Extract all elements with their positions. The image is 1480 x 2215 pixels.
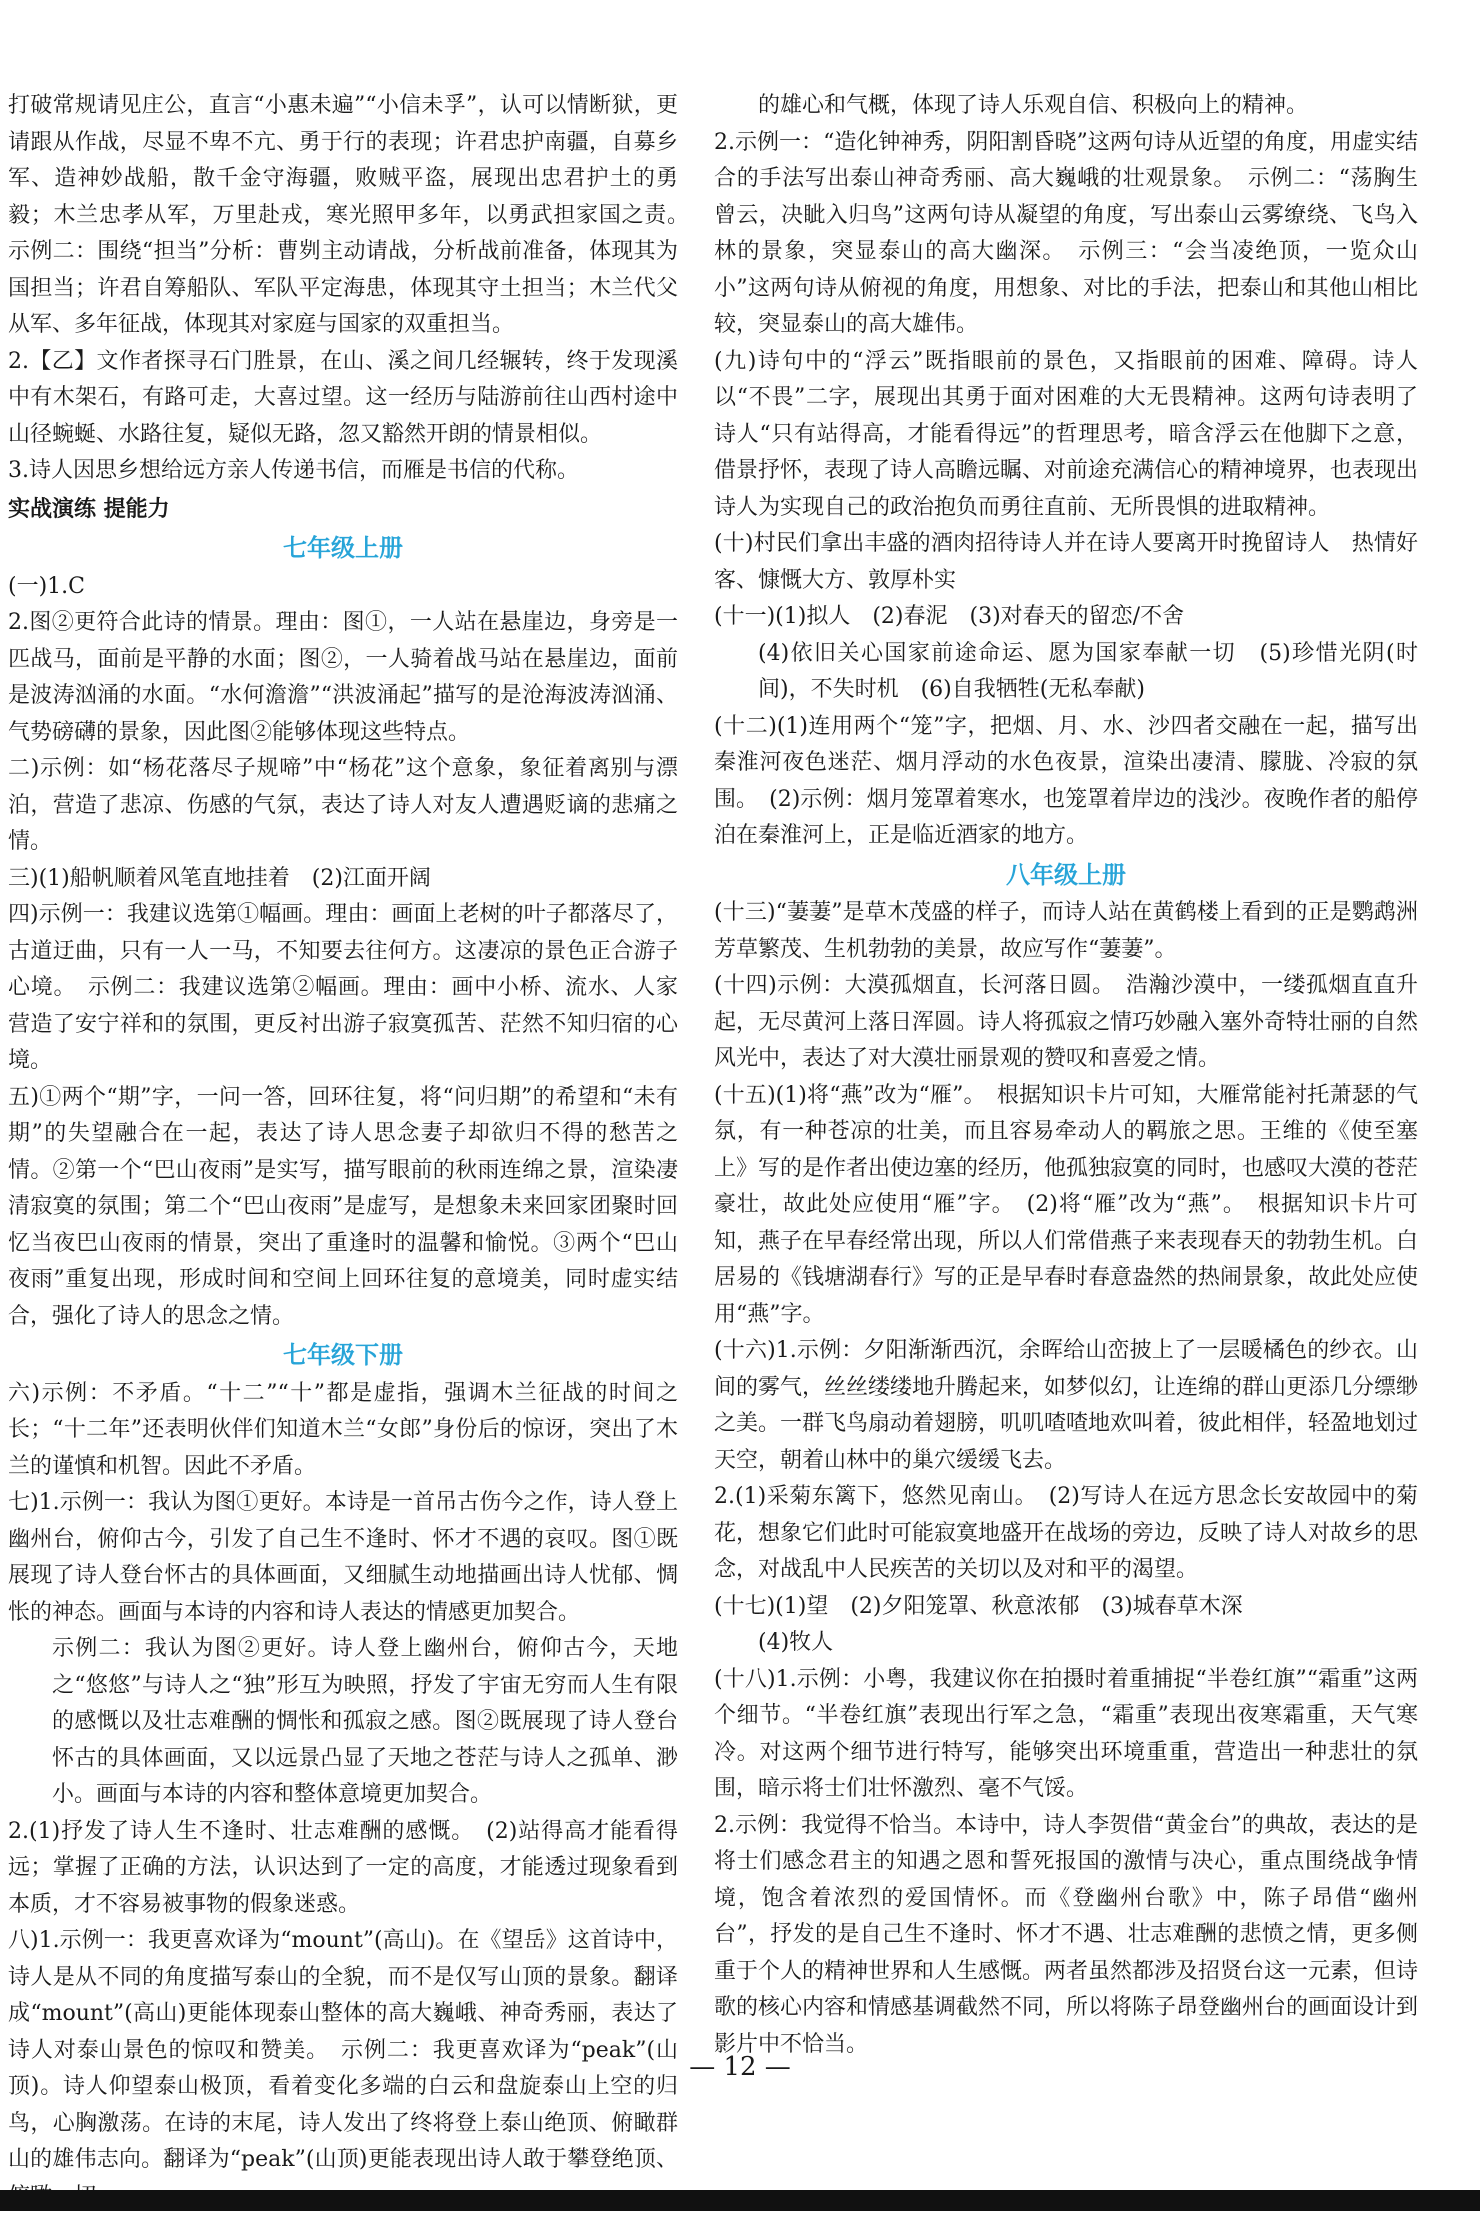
answer-paragraph: 2.【乙】文作者探寻石门胜景，在山、溪之间几经辗转，终于发现溪中有木架石，有路可走，大喜过望。这一经历与陆游前往山西村途中山径蜿蜒、水路往复，疑似无路，忽又豁然开朗的情景相似。 — [8, 348, 678, 447]
answer-paragraph: 2.(1)抒发了诗人生不逢时、壮志难酬的感慨。 (2)站得高才能看得远；掌握了正确的方法，认识达到了一定的高度，才能透过现象看到本质，才不容易被事物的假象迷惑。 — [8, 1818, 678, 1917]
answer-paragraph: (4)牧人 — [758, 1630, 834, 1655]
answer-paragraph: 的雄心和气概，体现了诗人乐观自信、积极向上的精神。 — [758, 93, 1309, 118]
answer-paragraph: 示例二：我认为图②更好。诗人登上幽州台，俯仰古今，天地之“悠悠”与诗人之“独”形互为映照，抒发了宇宙无穷而人生有限的感慨以及壮志难酬的惆怅和孤寂之感。图②既展现了诗人登台怀古的具体画面，又以远景凸显了天地之苍茫与诗人之孤单、渺小。画面与本诗的内容和整体意境更加契合。 — [52, 1636, 678, 1807]
answer-paragraph: (十)村民们拿出丰盛的酒肉招待诗人并在诗人要离开时挽留诗人 热情好客、慷慨大方、敦厚朴实 — [714, 531, 1418, 593]
right-column — [714, 88, 1418, 2063]
answer-paragraph: 2.图②更符合此诗的情景。理由：图①，一人站在悬崖边，身旁是一匹战马，面前是平静的水面；图②，一人骑着战马站在悬崖边，面前是波涛汹涌的水面。“水何澹澹”“洪波涌起”描写的是沧海波涛汹涌、气势磅礴的景象，因此图②能够体现这些特点。 — [8, 610, 678, 745]
answer-paragraph: 3.诗人因思乡想给远方亲人传递书信，而雁是书信的代称。 — [8, 458, 579, 483]
answer-paragraph: 2.(1)采菊东篱下，悠然见南山。 (2)写诗人在远方思念长安故园中的菊花，想象它们此时可能寂寞地盛开在战场的旁边，反映了诗人对故乡的思念，对战乱中人民疾苦的关切以及对和平的渴望。 — [714, 1484, 1419, 1582]
answer-paragraph: 打破常规请见庄公，直言“小惠未遍”“小信未孚”，认可以情断狱，更请跟从作战，尽显不卑不亢、勇于行的表现；许君忠护南疆，自募乡军、造神妙战船，散千金守海疆，败贼平盗，展现出忠君护土的勇毅；木兰忠孝从军，万里赴戎，寒光照甲多年，以勇武担家国之责。 示例二：围绕“担当”分析：曹刿主动请战，分析战前准备，体现其为国担当；许君自筹船队、军队平定海患，体现其守土担当；木兰代父从军、多年征战，体现其对家庭与国家的双重担当。 — [8, 93, 701, 337]
answer-paragraph: (十五)(1)将“燕”改为“雁”。 根据知识卡片可知，大雁常能衬托萧瑟的气氛，有一种苍凉的壮美，而且容易牵动人的羁旅之思。王维的《使至塞上》写的是作者出使边塞的经历，他孤独寂寞的同时，也感叹大漠的苍茫豪壮，故此处应使用“雁”字。 (2)将“雁”改为“燕”。 根据知识卡片可知，燕子在早春经常出现，所以人们常借燕子来表现春天的勃勃生机。白居易的《钱塘湖春行》写的正是早春时春意盎然的热闹景象，故此处应使用“燕”字。 — [714, 1082, 1419, 1327]
answer-paragraph: (九)诗句中的“浮云”既指眼前的景色，又指眼前的困难、障碍。诗人以“不畏”二字，展现出其勇于面对困难的大无畏精神。这两句诗表明了诗人“只有站得高，才能看得远”的哲理思考，暗含浮云在他脚下之意，借景抒怀，表现了诗人高瞻远瞩、对前途充满信心的精神境界，也表现出诗人为实现自己的政治抱负而勇往直前、无所畏惧的进取精神。 — [714, 348, 1419, 520]
answer-paragraph: (一)1.C — [8, 573, 85, 599]
answer-paragraph: (十六)1.示例：夕阳渐渐西沉，余晖给山峦披上了一层暖橘色的纱衣。山间的雾气，丝丝缕缕地升腾起来，如梦似幻，让连绵的群山更添几分缥缈之美。一群飞鸟扇动着翅膀，叽叽喳喳地欢叫着，彼此相伴，轻盈地划过天空，朝着山林中的巢穴缓缓飞去。 — [714, 1338, 1419, 1473]
bottom-border — [0, 2190, 1480, 2211]
answer-paragraph: 2.示例一：“造化钟神秀，阴阳割昏晓”这两句诗从近望的角度，用虚实结合的手法写出泰山神奇秀丽、高大巍峨的壮观景象。 示例二：“荡胸生曾云，决眦入归鸟”这两句诗从凝望的角度，写出泰山云雾缭绕、飞鸟入林的景象，突显泰山的高大幽深。 示例三：“会当凌绝顶，一览众山小”这两句诗从俯视的角度，用想象、对比的手法，把泰山和其他山相比较，突显泰山的高大雄伟。 — [714, 129, 1418, 337]
answer-paragraph: 三)(1)船帆顺着风笔直地挂着 (2)江面开阔 — [8, 865, 431, 891]
answer-paragraph: (十二)(1)连用两个“笼”字，把烟、月、水、沙四者交融在一起，描写出秦淮河夜色迷茫、烟月浮动的水色夜景，渲染出凄清、朦胧、冷寂的氛围。 (2)示例：烟月笼罩着寒水，也笼罩着岸边的浅沙。夜晚作者的船停泊在秦淮河上，正是临近酒家的地方。 — [714, 713, 1418, 848]
section-title: 实战演练 提能力 — [8, 496, 170, 522]
answer-paragraph: 六)示例：不矛盾。“十二”“十”都是虚指，强调木兰征战的时间之长；“十二年”还表明伙伴们知道木兰“女郎”身份后的惊讶，突出了木兰的谨慎和机智。因此不矛盾。 — [8, 1380, 678, 1479]
answer-paragraph: 七)1.示例一：我认为图①更好。本诗是一首吊古伤今之作，诗人登上幽州台，俯仰古今，引发了自己生不逢时、怀才不遇的哀叹。图①既展现了诗人登台怀古的具体画面，又细腻生动地描画出诗人忧郁、惆怅的神态。画面与本诗的内容和诗人表达的情感更加契合。 — [8, 1490, 678, 1625]
answer-paragraph: 八)1.示例一：我更喜欢译为“mount”(高山)。在《望岳》这首诗中，诗人是从不同的角度描写泰山的全貌，而不是仅写山顶的景象。翻译成“mount”(高山)更能体现泰山整体的高大巍峨、神奇秀丽，表达了诗人对泰山景色的惊叹和赞美。 示例二：我更喜欢译为“peak”(山顶)。诗人仰望泰山极顶，看着变化多端的白云和盘旋泰山上空的归鸟，心胸激荡。在诗的末尾，诗人发出了终将登上泰山绝顶、俯瞰群山的雄伟志向。翻译为“peak”(山顶)更能表现出诗人敢于攀登绝顶、 — [8, 1928, 678, 2172]
answer-paragraph: (十八)1.示例：小粤，我建议你在拍摄时着重捕捉“半卷红旗”“霜重”这两个细节。“半卷红旗”表现出行军之急，“霜重”表现出夜寒霜重，天气寒冷。对这两个细节进行特写，能够突出环境重重，营造出一种悲壮的氛围，暗示将士们壮怀激烈、毫不气馁。 — [714, 1666, 1418, 1801]
answer-paragraph: 五)①两个“期”字，一问一答，回环往复，将“问归期”的希望和“未有期”的失望融合在一起，表达了诗人思念妻子却欲归不得的愁苦之情。②第一个“巴山夜雨”是实写，描写眼前的秋雨连绵之景，渲染凄清寂寞的氛围；第二个“巴山夜雨”是虚写，是想象未来回家团聚时回忆当夜巴山夜雨的情景，突出了重逢时的温馨和愉悦。③两个“巴山夜雨”重复出现，形成时间和空间上回环往复的意境美，同时虚实结合，强化了诗人的思念之情。 — [8, 1084, 678, 1329]
answer-paragraph: 二)示例：如“杨花落尽子规啼”中“杨花”这个意象，象征着离别与漂泊，营造了悲凉、伤感的气氛，表达了诗人对友人遭遇贬谪的悲痛之情。 — [8, 756, 678, 854]
answer-paragraph: (4)依旧关心国家前途命运、愿为国家奉献一切 (5)珍惜光阴(时间)，不失时机 (6)自我牺牲(无私奉献) — [758, 640, 1418, 702]
left-column — [8, 88, 701, 2215]
answer-paragraph: (十四)示例：大漠孤烟直，长河落日圆。 浩瀚沙漠中，一缕孤烟直直升起，无尽黄河上落日浑圆。诗人将孤寂之情巧妙融入塞外奇特壮丽的自然风光中，表达了对大漠壮丽景观的赞叹和喜爱之情。 — [714, 973, 1419, 1071]
answer-paragraph: (十七)(1)望 (2)夕阳笼罩、秋意浓郁 (3)城春草木深 — [714, 1593, 1243, 1619]
answer-paragraph: 四)示例一：我建议选第①幅画。理由：画面上老树的叶子都落尽了，古道迂曲，只有一人一马，不知要去往何方。这凄凉的景色正合游子心境。 示例二：我建议选第②幅画。理由：画中小桥、流水、人家营造了安宁祥和的氛围，更反衬出游子寂寞孤苦、茫然不知归宿的心境。 — [8, 902, 678, 1073]
grade-heading-8a: 八年级上册 — [1006, 860, 1126, 889]
answer-paragraph: (十三)“萋萋”是草木茂盛的样子，而诗人站在黄鹤楼上看到的正是鹦鹉洲芳草繁茂、生机勃勃的美景，故应写作“萋萋”。 — [714, 900, 1418, 962]
grade-heading-7a: 七年级上册 — [283, 534, 403, 562]
grade-heading-7b: 七年级下册 — [283, 1341, 403, 1369]
answer-paragraph: 2.示例：我觉得不恰当。本诗中，诗人李贺借“黄金台”的典故，表达的是将士们感念君主的知遇之恩和誓死报国的激情与决心，重点围绕战争情境，饱含着浓烈的爱国情怀。而《登幽州台歌》中，陈子昂借“幽州台”，抒发的是自己生不逢时、怀才不遇、壮志难酬的悲愤之情，更多侧重于个人的精神世界和人生感慨。两者虽然都涉及招贤台这一元素，但诗歌的核心内容和情感基调截然不同，所以将陈子昂登幽州台的画面设计到影片中不恰当。 — [714, 1812, 1419, 2057]
answer-paragraph: (十一)(1)拟人 (2)春泥 (3)对春天的留恋/不舍 — [714, 604, 1185, 629]
page-number: — 12 — — [689, 2052, 791, 2082]
